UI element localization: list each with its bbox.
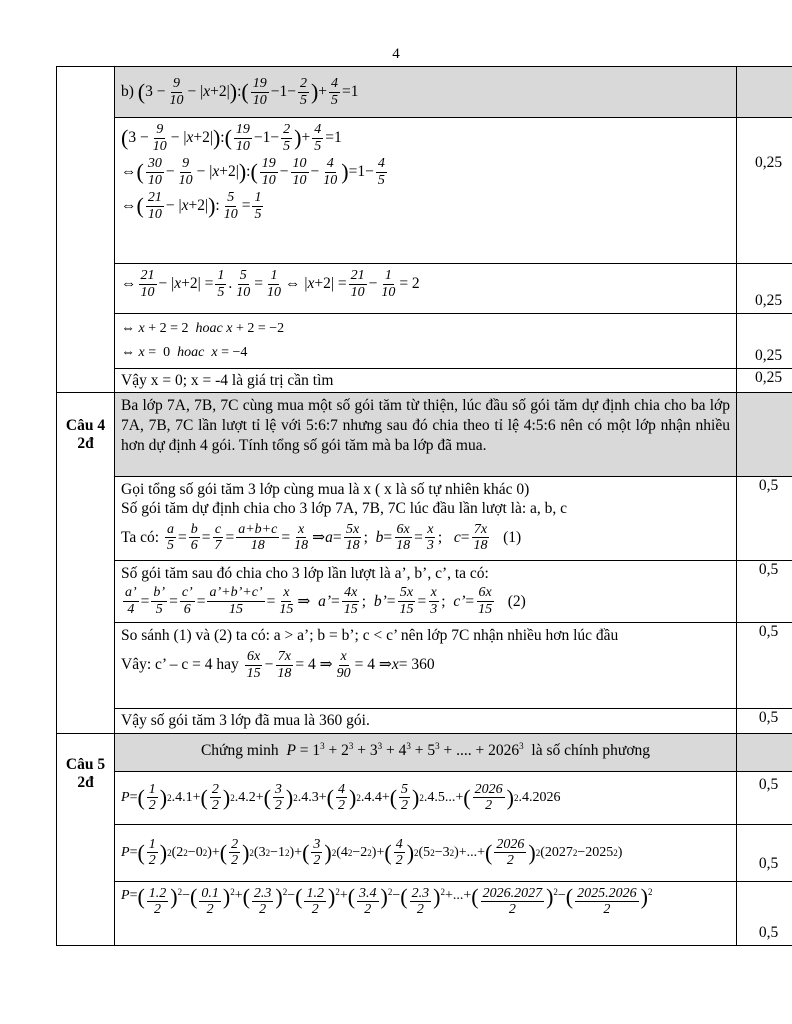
- cau5-step-1-row: [57, 771, 792, 824]
- page-number: 4: [392, 46, 400, 62]
- part-b-score-3: 0,25: [737, 314, 792, 369]
- solution-table: [56, 66, 792, 946]
- cau5-label-cell: [57, 733, 115, 945]
- cau4-taco: Ta có:: [121, 529, 160, 547]
- cau5-prefix: Chứng minh: [200, 741, 279, 759]
- cau5-score-2: 0,5: [737, 824, 792, 881]
- cau5-problem-score: [737, 733, 792, 771]
- part-b-conclusion: [115, 368, 737, 392]
- cau4-conclusion: [115, 709, 737, 733]
- cau4-tag-1: (1): [503, 529, 522, 547]
- cau5-step-3: P = ( $\frac{1.2}{2}$ ) $^2$ − ( $\frac{0.1}{2}$ ) $^2$ + ( $\frac{2.3}{2}$ ) $^2$ − ( $\frac{1.2}{2}$ ) $^2$ + ( $\frac{3.4}{2}$ ) $^2$ − ( $\frac{2.3}{2}$ ) $^2$ +...+ ( $\frac{2026.2027}{2}$ ) $^2$ − ( $\frac{2025.2026}{2}$ ) $^2$: [115, 881, 737, 945]
- cau5-score-1: [737, 771, 792, 824]
- cau4-tag-2: (2): [507, 592, 526, 610]
- part-b-conclusion-row: [57, 368, 792, 392]
- cau4-score-3: 0,5: [737, 623, 792, 709]
- cau4-step-3-row: [57, 623, 792, 709]
- part-b-step-2-row: [57, 264, 792, 314]
- part-b-step-3: ⇔ x + 2 = 2 hoac x + 2 = −2 ⇔ x = 0 hoac x = −4: [115, 314, 737, 369]
- cau4-step-3-line-1: So sánh (1) và (2) ta có: a > a’; b = b’; c < c’ nên lớp 7C nhận nhiều hơn lúc đầu: [121, 627, 619, 645]
- cau4-problem-row: [57, 392, 792, 476]
- part-b-step-1-row: [57, 118, 792, 264]
- part-b-step-3-row: [57, 314, 792, 369]
- cau4-label: Câu 4: [65, 416, 106, 434]
- or-word-1: hoac: [195, 321, 223, 336]
- cau4-score-1: 0,5: [737, 476, 792, 560]
- cau4-step-1-row: [57, 476, 792, 560]
- cau4-step-1-line-2: Số gói tăm dự định chia cho 3 lớp 7A, 7B, 7C lúc đầu lần lượt là: a, b, c: [121, 500, 568, 518]
- cau4-step-2-row: [57, 560, 792, 622]
- cau5-step-2-row: [57, 824, 792, 881]
- cau4-step-1: Gọi tổng số gói tăm 3 lớp cùng mua là x ( x là số tự nhiên khác 0) Số gói tăm dự định chia cho 3 lớp 7A, 7B, 7C lúc đầu lần lượt là: a, b, c Ta có: $\frac{a}{5}$ = $\frac{b}{6}$ = $\frac{c}{7}$ = $\frac{a+b+c}{18}$ = $\frac{x}{18}$ ⇒ a = $\frac{5x}{18}$ ; b = $\frac{6x}{18}$ = $\frac{x}{3}$ ; c = $\frac{7x}{18}$ (1): [115, 476, 737, 560]
- part-b-score-2: 0,25: [737, 264, 792, 314]
- cau5-step-3-row: [57, 881, 792, 945]
- cau4-points: 2đ: [77, 434, 94, 452]
- cau4-problem-text: Ba lớp 7A, 7B, 7C cùng mua một số gói tăm từ thiện, lúc đầu số gói tăm dự định chia cho ba lớp 7A, 7B, 7C lần lượt tỉ lệ với 5:6:7 nhưng sau đó chia theo tỉ lệ 4:5:6 nên có một lớp nhận nhiều hơn dự định 4 gói. Tính tổng số gói tăm mà ba lớp đã mua.: [121, 396, 730, 455]
- cau4-step-2: Số gói tăm sau đó chia cho 3 lớp lần lượt là a’, b’, c’, ta có: $\frac{a’}{4}$ = $\frac{b’}{5}$ = $\frac{c’}{6}$ = $\frac{a’+b’+c’}{15}$ = $\frac{x}{15}$ ⇒ a’ = $\frac{4x}{15}$ ; b’ = $\frac{5x}{15}$ = $\frac{x}{3}$ ; c’ = $\frac{6x}{15}$ (2): [115, 560, 737, 622]
- cau5-problem: Chứng minh $P = 1^3 + 2^3 + 3^3 + 4^3 + 5^3$ + .... + $2026^3$ là số chính phương: [115, 733, 737, 771]
- cau5-step-2: P = ( $\frac{1}{2}$ ) 2 (2 2 −0 2 )+ ( $\frac{2}{2}$ ) 2 (3 2 −1 2 )+ ( $\frac{3}{2}$ ) 2 (4 2 −2 2 )+ ( $\frac{4}{2}$ ) 2 (5 2 −3 2 )+...+ ( $\frac{2026}{2}$ ) 2 (2027 2 −2025 2 ): [115, 824, 737, 881]
- cau4-step-1-line-1: Gọi tổng số gói tăm 3 lớp cùng mua là x ( x là số tự nhiên khác 0): [121, 480, 530, 498]
- cau4-step-2-line-1: Số gói tăm sau đó chia cho 3 lớp lần lượt là a’, b’, c’, ta có:: [121, 564, 489, 582]
- cau5-suffix: là số chính phương: [531, 741, 651, 759]
- cau4-vay: Vây: c’ – c = 4 hay: [121, 655, 239, 673]
- empty-label-cell: [57, 67, 115, 393]
- part-b-header-score: [737, 67, 792, 118]
- cau4-problem: [115, 392, 737, 476]
- cau4-score-2: 0,5: [737, 560, 792, 622]
- cau5-points: 2đ: [77, 773, 94, 791]
- cau4-conclusion-text: Vậy số gói tăm 3 lớp đã mua là 360 gói.: [121, 712, 370, 730]
- part-b-conclusion-text: Vậy x = 0; x = -4 là giá trị cần tìm: [121, 371, 334, 389]
- cau4-problem-score: [737, 392, 792, 476]
- or-word-2: hoac: [177, 344, 205, 360]
- part-b-label: b): [121, 83, 134, 101]
- cau4-step-3: So sánh (1) và (2) ta có: a > a’; b = b’; c < c’ nên lớp 7C nhận nhiều hơn lúc đầu Vây: c’ – c = 4 hay $\frac{6x}{15}$ − $\frac{7x}{18}$ = 4 ⇒ $\frac{x}{90}$ = 4 ⇒ x = 360: [115, 623, 737, 709]
- cau5-score-1-text: 0,5: [758, 775, 779, 793]
- cau5-label: Câu 5: [65, 755, 106, 773]
- part-b-header-row: [57, 67, 792, 118]
- part-b-problem: b) ( 3 − $\frac{9}{10}$ − | x +2| ) : ( $\frac{19}{10}$ −1− $\frac{2}{5}$ ) + $\frac{4}{5}$ =1: [115, 67, 737, 118]
- part-b-step-1: ( 3 − $\frac{9}{10}$ − | x +2| ) : ( $\frac{19}{10}$ −1− $\frac{2}{5}$ ) + $\frac{4}{5}$ =1 ⇔ ( $\frac{30}{10}$ − $\frac{9}{10}$ − | x +2| ) : ( $\frac{19}{10}$ − $\frac{10}{10}$ − $\frac{4}{10}$ ) =1− $\frac{4}{5}$ ⇔ ( $\frac{21}{10}$ − | x +2| ) : $\frac{5}{10}$ = $\frac{1}{5}$: [115, 118, 737, 264]
- cau4-score-4: 0,5: [737, 709, 792, 733]
- part-b-step-2: ⇔ $\frac{21}{10}$ − | x +2| = $\frac{1}{5}$ . $\frac{5}{10}$ = $\frac{1}{10}$ ⇔ | x +2| = $\frac{21}{10}$ − $\frac{1}{10}$ = 2: [115, 264, 737, 314]
- part-b-score-4: 0,25: [737, 368, 792, 392]
- part-b-score-1: 0,25: [737, 118, 792, 264]
- cau5-problem-row: [57, 733, 792, 771]
- cau5-step-1: P = ( $\frac{1}{2}$ ) 2 .4.1+ ( $\frac{2}{2}$ ) 2 .4.2+ ( $\frac{3}{2}$ ) 2 .4.3+ ( $\frac{4}{2}$ ) 2 .4.4+ ( $\frac{5}{2}$ ) 2 .4.5...+ ( $\frac{2026}{2}$ ) 2 .4.2026: [115, 771, 737, 824]
- cau5-score-3: 0,5: [737, 881, 792, 945]
- cau4-conclusion-row: [57, 709, 792, 733]
- cau4-label-cell: [57, 392, 115, 733]
